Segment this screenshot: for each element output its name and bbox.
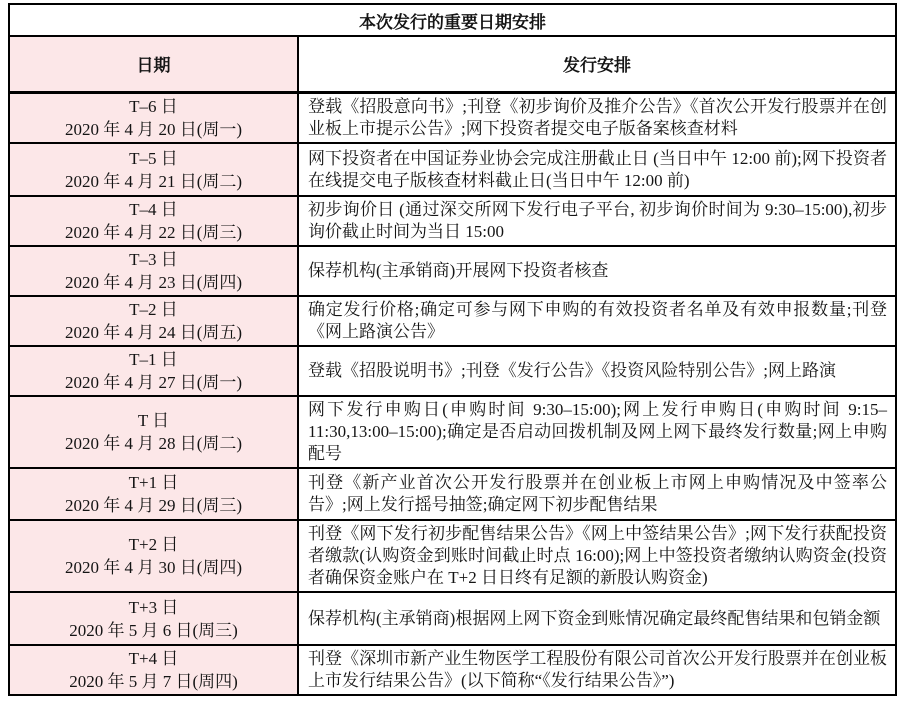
arrangement-cell: 保荐机构(主承销商)开展网下投资者核查	[298, 246, 896, 296]
table-row	[9, 645, 896, 695]
table-row	[9, 468, 896, 520]
date-cell	[9, 196, 298, 246]
table-row	[9, 143, 896, 196]
table-row	[9, 296, 896, 346]
table-row	[9, 396, 896, 468]
date-cell	[9, 396, 298, 468]
calendar-date: 2020 年 4 月 30 日(周四)	[64, 558, 243, 577]
date-cell	[9, 592, 298, 645]
schedule-table	[8, 3, 897, 696]
column-header-date: 日期	[9, 36, 298, 92]
column-header-arrangement: 发行安排	[298, 36, 896, 92]
arrangement-cell: 保荐机构(主承销商)根据网上网下资金到账情况确定最终配售结果和包销金额	[298, 592, 896, 645]
table-row	[9, 346, 896, 396]
date-cell	[9, 645, 298, 695]
t-day-label: T+3 日	[128, 597, 179, 617]
t-day-label: T–4 日	[129, 200, 178, 219]
title-row	[9, 4, 896, 36]
arrangement-cell: 初步询价日 (通过深交所网下发行电子平台, 初步询价时间为 9:30–15:00),初步询价截止时间为当日 15:00	[298, 196, 896, 246]
header-row	[9, 36, 896, 92]
t-day-label: T+1 日	[128, 473, 179, 492]
date-cell	[9, 296, 298, 346]
calendar-date: 2020 年 5 月 6 日(周三)	[69, 620, 238, 640]
date-cell	[9, 246, 298, 296]
table-row	[9, 520, 896, 592]
t-day-label: T+2 日	[128, 535, 179, 554]
t-day-label: T–5 日	[129, 148, 178, 168]
arrangement-cell: 网下发行申购日(申购时间 9:30–15:00);网上发行申购日(申购时间 9:15–11:30,13:00–15:00);确定是否启动回拨机制及网上网下最终发行数量;网上申购配号	[298, 396, 896, 468]
calendar-date: 2020 年 4 月 29 日(周三)	[64, 496, 243, 515]
date-cell	[9, 468, 298, 520]
calendar-date: 2020 年 4 月 27 日(周一)	[64, 373, 243, 392]
calendar-date: 2020 年 4 月 20 日(周一)	[64, 119, 243, 139]
date-cell	[9, 346, 298, 396]
calendar-date: 2020 年 4 月 24 日(周五)	[64, 323, 243, 342]
arrangement-cell: 刊登《网下发行初步配售结果公告》《网上中签结果公告》;网下发行获配投资者缴款(认购资金到账时间截止时点 16:00);网上中签投资者缴纳认购资金(投资者确保资金账户在 T+2 日日终有足额的新股认购资金)	[298, 520, 896, 592]
table-row	[9, 92, 896, 143]
arrangement-cell: 刊登《深圳市新产业生物医学工程股份有限公司首次公开发行股票并在创业板上市发行结果公告》(以下简称“《发行结果公告》”)	[298, 645, 896, 695]
calendar-date: 2020 年 5 月 7 日(周四)	[69, 672, 238, 691]
arrangement-cell: 确定发行价格;确定可参与网下申购的有效投资者名单及有效申报数量;刊登《网上路演公告》	[298, 296, 896, 346]
arrangement-cell: 网下投资者在中国证券业协会完成注册截止日 (当日中午 12:00 前);网下投资者在线提交电子版核查材料截止日(当日中午 12:00 前)	[298, 143, 896, 196]
table-row	[9, 246, 896, 296]
table-title: 本次发行的重要日期安排	[9, 4, 896, 36]
calendar-date: 2020 年 4 月 28 日(周二)	[64, 434, 243, 453]
t-day-label: T+4 日	[128, 649, 179, 668]
t-day-label: T–3 日	[129, 250, 178, 269]
table-row	[9, 592, 896, 645]
t-day-label: T–1 日	[129, 350, 178, 369]
calendar-date: 2020 年 4 月 22 日(周三)	[64, 223, 243, 242]
table-row	[9, 196, 896, 246]
date-cell	[9, 143, 298, 196]
date-cell	[9, 520, 298, 592]
t-day-label: T–2 日	[129, 300, 178, 319]
arrangement-cell: 刊登《新产业首次公开发行股票并在创业板上市网上申购情况及中签率公告》;网上发行摇号抽签;确定网下初步配售结果	[298, 468, 896, 520]
arrangement-cell: 登载《招股说明书》;刊登《发行公告》《投资风险特别公告》;网上路演	[298, 346, 896, 396]
calendar-date: 2020 年 4 月 21 日(周二)	[64, 171, 243, 191]
t-day-label: T–6 日	[129, 96, 178, 116]
t-day-label: T 日	[137, 411, 170, 430]
date-cell	[9, 92, 298, 143]
calendar-date: 2020 年 4 月 23 日(周四)	[64, 273, 243, 292]
arrangement-cell: 登载《招股意向书》;刊登《初步询价及推介公告》《首次公开发行股票并在创业板上市提示公告》;网下投资者提交电子版备案核查材料	[298, 92, 896, 143]
